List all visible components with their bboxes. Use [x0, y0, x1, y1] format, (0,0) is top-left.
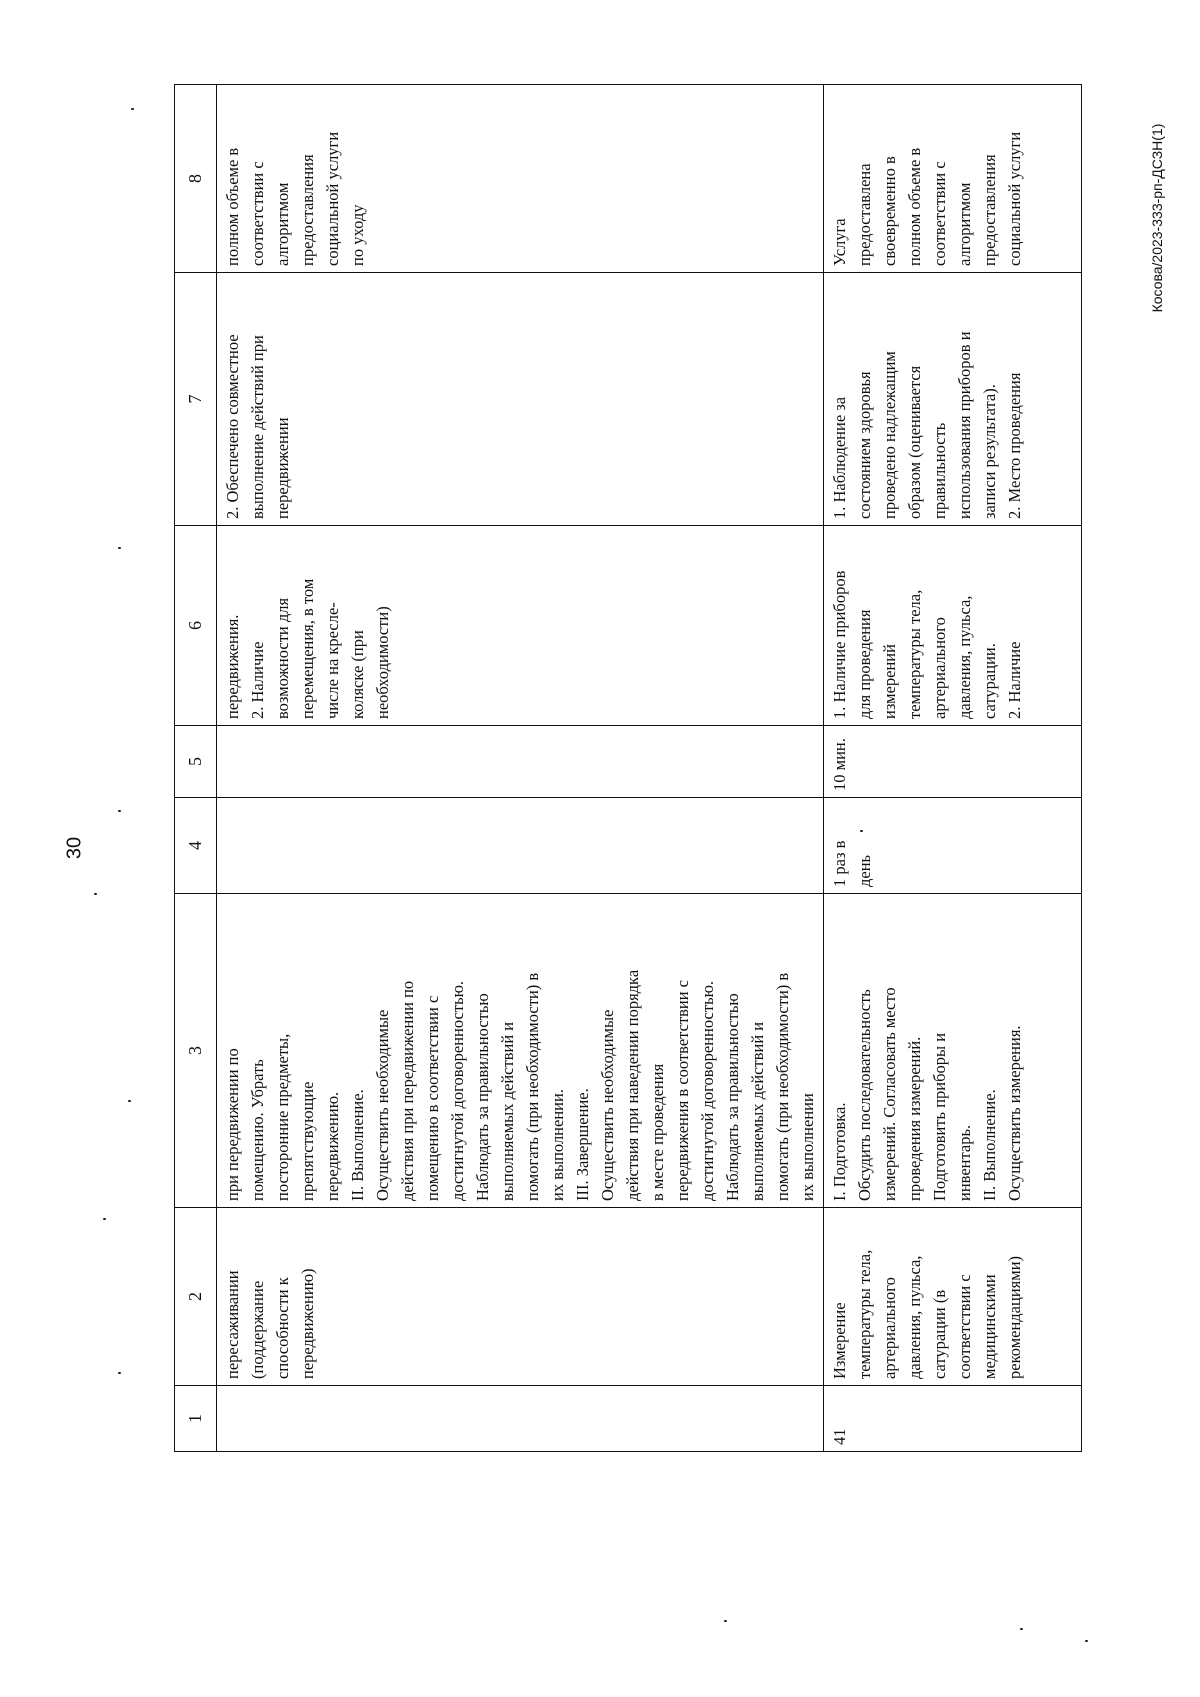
scan-speck: [118, 1372, 121, 1374]
cell-text-line: температуры тела,: [905, 589, 924, 719]
cell-text-line: алгоритмом: [955, 182, 974, 266]
cell-text-line: соответствии с: [955, 1274, 974, 1379]
cell-text-line: артериального: [930, 617, 949, 719]
cell-text-line: социальной услуги: [323, 131, 342, 266]
cell-text-line: 10 мин.: [830, 738, 849, 791]
cell-text-line: числе на кресле-: [323, 602, 342, 719]
cell-text-line: I. Подготовка.: [830, 1102, 849, 1201]
cell-text-line: артериального: [880, 1277, 899, 1379]
cell-text-line: состоянием здоровья: [855, 371, 874, 519]
column-header: 8: [175, 85, 217, 273]
cell-text-line: использования приборов и: [955, 331, 974, 519]
cell-text-line: пересаживании: [223, 1270, 242, 1379]
cell-text-line: 2. Обеспечено совместное: [223, 334, 242, 519]
cell-text-line: выполняемых действий и: [748, 1021, 767, 1201]
cell-text-line: сатурации.: [980, 643, 999, 719]
column-header: 3: [175, 894, 217, 1208]
scan-speck: [1020, 1628, 1023, 1630]
cell-text-line: записи результата).: [980, 384, 999, 519]
cell-text-line: 1. Наличие приборов: [830, 570, 849, 719]
scan-speck: [118, 810, 121, 812]
table-row: [824, 85, 1082, 1452]
cell-text-line: предоставления: [980, 154, 999, 266]
scan-speck: [118, 547, 121, 549]
cell-service-name: [217, 1208, 824, 1386]
column-header: 5: [175, 726, 217, 798]
scan-speck: [724, 1620, 727, 1622]
cell-text-line: возможности для: [273, 597, 292, 719]
cell-text-line: передвижения в соответствии с: [673, 979, 692, 1201]
cell-text-line: медицинскими: [980, 1274, 999, 1379]
rotated-table-wrapper: [174, 85, 1082, 1452]
cell-quality-indicators: [824, 273, 1082, 526]
cell-text-line: достигнутой договоренностью.: [698, 980, 717, 1201]
cell-text-line: по уходу: [348, 204, 367, 266]
cell-text-line: их выполнении.: [548, 1089, 567, 1201]
cell-duration: [824, 726, 1082, 798]
cell-text-line: II. Выполнение.: [980, 1089, 999, 1201]
cell-text-line: давления, пульса,: [905, 1255, 924, 1379]
cell-text-line: для проведения: [855, 609, 874, 719]
cell-text-line: помогать (при необходимости) в: [773, 972, 792, 1201]
cell-text-line: предоставлена: [855, 163, 874, 266]
cell-text-line: сатурации (в: [930, 1289, 949, 1379]
cell-number: [824, 1386, 1082, 1452]
cell-evaluation: [824, 85, 1082, 273]
cell-conditions: [824, 526, 1082, 726]
cell-service-name: [824, 1208, 1082, 1386]
cell-text-line: действия при наведении порядка: [623, 969, 642, 1201]
column-header: 6: [175, 526, 217, 726]
cell-text-line: в месте проведения: [648, 1063, 667, 1201]
cell-text-line: Осуществить необходимые: [373, 1009, 392, 1201]
cell-text-line: при передвижении по: [223, 1048, 242, 1201]
cell-text-line: 2. Наличие: [1005, 641, 1024, 719]
cell-text-line: образом (оценивается: [905, 365, 924, 519]
cell-text-line: день: [855, 854, 874, 887]
cell-text-line: 2. Место проведения: [1005, 372, 1024, 519]
cell-text-line: Подготовить приборы и: [930, 1032, 949, 1201]
cell-text-line: (поддержание: [248, 1280, 267, 1379]
cell-text-line: передвижению): [298, 1268, 317, 1379]
cell-text-line: передвижении: [273, 417, 292, 519]
cell-text-line: посторонние предметы,: [273, 1033, 292, 1201]
cell-text-line: коляске (при: [348, 630, 367, 719]
scan-speck: [1085, 1640, 1088, 1642]
cell-text-line: полном объеме в: [905, 147, 924, 266]
cell-text-line: социальной услуги: [1005, 131, 1024, 266]
cell-text-line: Осуществить необходимые: [598, 1009, 617, 1201]
column-header: 1: [175, 1386, 217, 1452]
cell-quality-indicators: [217, 273, 824, 526]
cell-text-line: 41: [830, 1428, 849, 1445]
cell-text-line: необходимости): [373, 606, 392, 719]
cell-text-line: их выполнении: [798, 1093, 817, 1201]
cell-text-line: помогать (при необходимости) в: [523, 972, 542, 1201]
cell-text-line: выполнение действий при: [248, 335, 267, 519]
cell-text-line: Наблюдать за правильностью: [723, 993, 742, 1201]
cell-text-line: 1. Наблюдение за: [830, 396, 849, 519]
footer-document-code: Косова/2023-333-рп-ДСЗН(1): [1149, 123, 1165, 313]
scan-speck: [128, 1100, 131, 1102]
cell-text-line: помещению. Убрать: [248, 1059, 267, 1201]
cell-text-line: соответствии с: [248, 161, 267, 266]
cell-text-line: передвижения.: [223, 614, 242, 719]
cell-text-line: III. Завершение.: [573, 1088, 592, 1201]
column-header: 2: [175, 1208, 217, 1386]
cell-text-line: Наблюдать за правильностью: [473, 993, 492, 1201]
cell-procedure: [217, 894, 824, 1208]
cell-text-line: 2. Наличие: [248, 641, 267, 719]
cell-duration: [217, 726, 824, 798]
cell-frequency: [824, 798, 1082, 894]
cell-text-line: Обсудить последовательность: [855, 989, 874, 1201]
cell-text-line: препятствующие: [298, 1081, 317, 1201]
cell-text-line: проведено надлежащим: [880, 351, 899, 519]
column-header: 7: [175, 273, 217, 526]
cell-text-line: 1 раз в: [830, 840, 849, 887]
cell-text-line: полном объеме в: [223, 147, 242, 266]
cell-text-line: помещению в соответствии с: [423, 995, 442, 1201]
cell-text-line: перемещения, в том: [298, 578, 317, 719]
cell-text-line: передвижению.: [323, 1091, 342, 1201]
cell-text-line: своевременно в: [880, 156, 899, 266]
cell-text-line: соответствии с: [930, 161, 949, 266]
cell-text-line: достигнутой договоренностью.: [448, 980, 467, 1201]
scan-speck: [103, 1218, 106, 1220]
cell-text-line: давления, пульса,: [955, 595, 974, 719]
cell-text-line: температуры тела,: [855, 1249, 874, 1379]
table-row: [217, 85, 824, 1452]
scan-speck: [94, 893, 97, 895]
cell-text-line: измерений. Согласовать место: [880, 987, 899, 1201]
cell-text-line: выполняемых действий и: [498, 1021, 517, 1201]
cell-text-line: Измерение: [830, 1302, 849, 1379]
cell-text-line: правильность: [930, 422, 949, 519]
scan-speck: [131, 108, 134, 110]
cell-text-line: проведения измерений.: [905, 1036, 924, 1201]
cell-text-line: предоставления: [298, 154, 317, 266]
services-table: [174, 84, 1082, 1452]
cell-text-line: действия при передвижении по: [398, 980, 417, 1201]
cell-text-line: Осуществить измерения.: [1005, 1025, 1024, 1201]
cell-evaluation: [217, 85, 824, 273]
page-number: 30: [63, 836, 86, 860]
cell-text-line: инвентарь.: [955, 1124, 974, 1201]
cell-frequency: [217, 798, 824, 894]
cell-procedure: [824, 894, 1082, 1208]
header-row: [175, 85, 217, 1452]
cell-text-line: способности к: [273, 1277, 292, 1379]
cell-text-line: II. Выполнение.: [348, 1089, 367, 1201]
cell-conditions: [217, 526, 824, 726]
cell-text-line: рекомендациями): [1005, 1255, 1024, 1379]
column-header: 4: [175, 798, 217, 894]
cell-text-line: алгоритмом: [273, 182, 292, 266]
cell-text-line: Услуга: [830, 218, 849, 266]
cell-text-line: измерений: [880, 644, 899, 719]
cell-number: [217, 1386, 824, 1452]
